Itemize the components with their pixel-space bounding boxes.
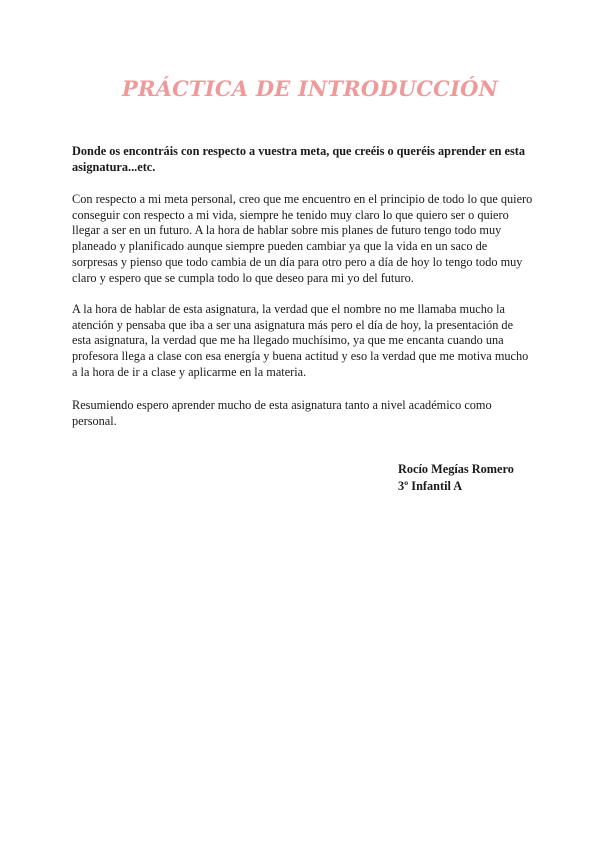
paragraph-personal-goal — [72, 192, 533, 286]
text-line: sorpresas y pienso que todo cambia de un día para otro pero a día de hoy lo tengo todo muy — [72, 254, 523, 269]
text-line: personal. — [72, 413, 117, 428]
author-name: Rocío Megías Romero — [398, 462, 514, 476]
text-line: Con respecto a mi meta personal, creo que me encuentro en el principio de todo lo que quiero — [72, 192, 533, 206]
text-line: planeado y planificado aunque siempre pueden cambiar ya que la vida en un saco de — [72, 239, 488, 254]
paragraph-summary — [72, 398, 524, 429]
question-heading — [72, 143, 532, 175]
question-line: Donde os encontráis con respecto a vuestra meta, que creéis o queréis aprender en esta — [72, 144, 525, 158]
text-line: A la hora de hablar de esta asignatura, la verdad que el nombre no me llamaba mucho la — [72, 302, 505, 316]
text-line: a la hora de ir a clase y aplicarme en la materia. — [72, 364, 307, 379]
author-group: 3º Infantil A — [398, 479, 463, 493]
text-line: atención y pensaba que iba a ser una asignatura más pero el día de hoy, la presentación de — [72, 317, 514, 332]
text-line: Resumiendo espero aprender mucho de esta asignatura tanto a nivel académico como — [72, 398, 492, 412]
text-line: esta asignatura, la verdad que me ha llegado muchísimo, ya que me encanta cuando una — [72, 333, 504, 348]
signature-block — [398, 461, 514, 495]
document-title: PRÁCTICA DE INTRODUCCIÓN — [122, 76, 499, 101]
text-line: conseguir con respecto a mi vida, siempre he tenido muy claro lo que quiero ser o quiero — [72, 207, 509, 222]
question-line: asignatura...etc. — [72, 160, 156, 174]
text-line: profesora llega a clase con esa energía y buena actitud y eso la verdad que me motiva mucho — [72, 349, 529, 364]
paragraph-subject — [72, 302, 529, 381]
text-line: llegar a ser en un futuro. A la hora de hablar sobre mis planes de futuro tengo todo muy — [72, 223, 502, 238]
text-line: claro y espero que se cumpla todo lo que deseo para mi yo del futuro. — [72, 270, 414, 285]
